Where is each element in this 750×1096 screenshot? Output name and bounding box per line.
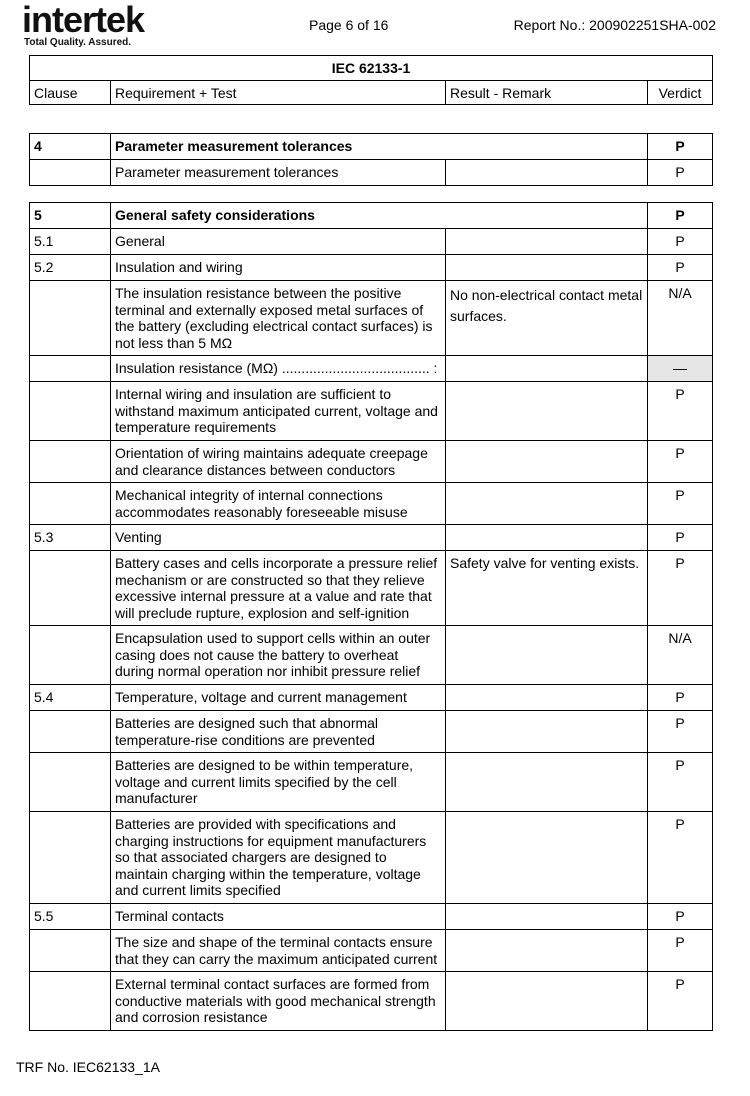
row-clause [30,160,111,186]
table-row [30,356,713,382]
row-result [446,255,648,281]
row-requirement: Mechanical integrity of internal connections accommodates reasonably foreseeable misuse [111,483,446,525]
row-result [446,160,648,186]
page-number: Page 6 of 16 [309,17,389,33]
table-row [30,382,713,441]
row-verdict: P [648,904,713,930]
table-row [30,483,713,525]
section-clause: 4 [30,134,111,160]
table-row [30,812,713,904]
row-requirement: Orientation of wiring maintains adequate creepage and clearance distances between conductors [111,441,446,483]
row-result [446,685,648,711]
table-row [30,441,713,483]
table-row [30,626,713,685]
table-row [30,229,713,255]
row-requirement: General [111,229,446,255]
row-clause [30,281,111,356]
row-verdict: P [648,551,713,626]
table-row [30,972,713,1031]
report-number: Report No.: 200902251SHA-002 [513,17,716,33]
row-result [446,356,648,382]
row-clause [30,356,111,382]
col-result-header: Result - Remark [446,81,648,105]
row-verdict: P [648,525,713,551]
row-verdict: P [648,972,713,1031]
row-requirement: Batteries are designed such that abnormal temperature-rise conditions are prevented [111,711,446,753]
section-clause: 5 [30,203,111,229]
row-clause [30,382,111,441]
logo-tagline: Total Quality. Assured. [24,37,132,48]
row-verdict: P [648,711,713,753]
row-verdict: P [648,930,713,972]
row-requirement: Venting [111,525,446,551]
row-clause [30,812,111,904]
row-result: No non-electrical contact metal surfaces. [446,281,648,356]
row-requirement: Internal wiring and insulation are sufficient to withstand maximum anticipated current, voltage and temperature requirements [111,382,446,441]
row-verdict: P [648,160,713,186]
row-requirement: The size and shape of the terminal contacts ensure that they can carry the maximum anticipated current [111,930,446,972]
row-requirement: The insulation resistance between the positive terminal and externally exposed metal surfaces of the battery (excluding electrical contact surfaces) is not less than 5 MΩ [111,281,446,356]
table-row [30,255,713,281]
row-result [446,753,648,812]
row-clause: 5.5 [30,904,111,930]
row-result [446,904,648,930]
intertek-logo [22,2,144,48]
row-requirement: Encapsulation used to support cells within an outer casing does not cause the battery to overheat during normal operation nor inhibit pressure relief [111,626,446,685]
row-clause: 5.2 [30,255,111,281]
row-verdict: P [648,441,713,483]
table-row [30,711,713,753]
row-requirement: External terminal contact surfaces are formed from conductive materials with good mechanical strength and corrosion resistance [111,972,446,1031]
row-result [446,483,648,525]
row-result [446,441,648,483]
section-verdict: P [648,203,713,229]
row-requirement: Parameter measurement tolerances [111,160,446,186]
table-row [30,281,713,356]
row-result [446,930,648,972]
row-clause [30,753,111,812]
row-verdict: P [648,685,713,711]
table-row [30,904,713,930]
row-verdict: P [648,483,713,525]
row-clause [30,626,111,685]
row-result [446,382,648,441]
row-requirement: Insulation resistance (MΩ) ...................................... : [111,356,446,382]
row-clause [30,441,111,483]
section-verdict: P [648,134,713,160]
row-result [446,711,648,753]
table-row [30,685,713,711]
row-result [446,229,648,255]
row-clause: 5.4 [30,685,111,711]
logo-wordmark: intertek [22,0,145,40]
row-clause [30,711,111,753]
row-verdict: — [648,356,713,382]
table-row [30,160,713,186]
row-verdict: P [648,382,713,441]
row-result [446,812,648,904]
section-5-table [29,202,713,1031]
col-requirement-header: Requirement + Test [111,81,446,105]
row-result [446,525,648,551]
table-row [30,753,713,812]
row-result: Safety valve for venting exists. [446,551,648,626]
row-clause [30,483,111,525]
row-requirement: Temperature, voltage and current management [111,685,446,711]
row-requirement: Battery cases and cells incorporate a pressure relief mechanism or are constructed so that they relieve excessive internal pressure at a value and rate that will preclude rupture, explosion and self-ignition [111,551,446,626]
row-requirement: Batteries are designed to be within temperature, voltage and current limits specified by the cell manufacturer [111,753,446,812]
table-row [30,525,713,551]
row-clause [30,551,111,626]
standard-header-table [29,55,713,105]
col-verdict-header: Verdict [648,81,713,105]
row-clause: 5.3 [30,525,111,551]
row-clause [30,972,111,1031]
standard-title: IEC 62133-1 [30,56,713,81]
row-verdict: P [648,753,713,812]
row-result [446,972,648,1031]
col-clause-header: Clause [30,81,111,105]
row-requirement: Terminal contacts [111,904,446,930]
table-row [30,930,713,972]
trf-number: TRF No. IEC62133_1A [16,1059,160,1075]
section-title: Parameter measurement tolerances [111,134,648,160]
row-verdict: P [648,812,713,904]
row-clause: 5.1 [30,229,111,255]
row-requirement: Batteries are provided with specifications and charging instructions for equipment manufacturers so that associated chargers are designed to maintain charging within the temperature, voltage and current limits specified [111,812,446,904]
row-verdict: N/A [648,626,713,685]
row-verdict: N/A [648,281,713,356]
row-result [446,626,648,685]
row-clause [30,930,111,972]
row-requirement: Insulation and wiring [111,255,446,281]
section-title: General safety considerations [111,203,648,229]
row-verdict: P [648,229,713,255]
section-4-table [29,133,713,186]
table-row [30,551,713,626]
row-verdict: P [648,255,713,281]
